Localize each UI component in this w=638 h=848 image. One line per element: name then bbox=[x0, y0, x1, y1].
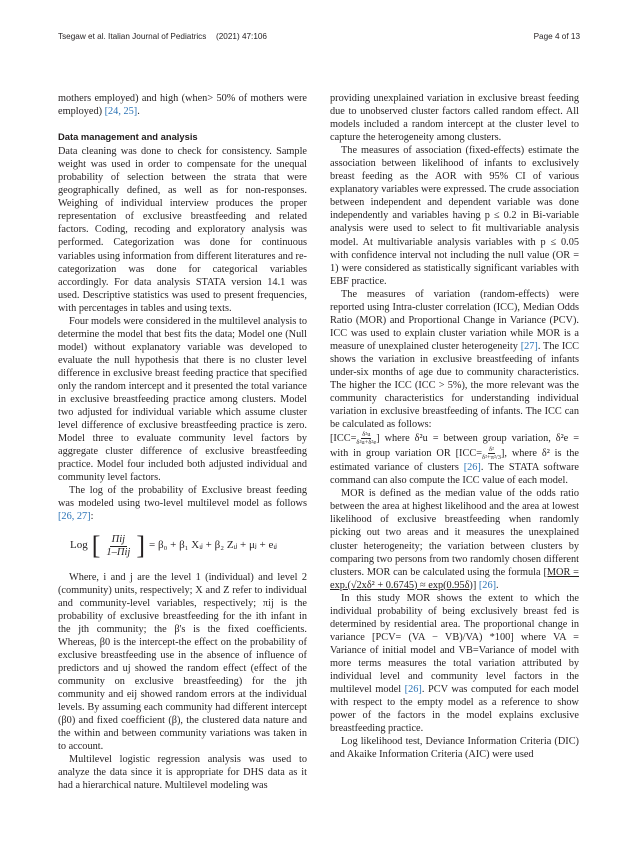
citation-link[interactable]: [26] bbox=[478, 579, 497, 591]
paragraph: MOR is defined as the median value of the odds ratio between the area at highest likelihood and the area at lowest likelihood of exclusive breastfeeding when randomly picking out two areas and it measures the unexplained cluster heterogeneity; the variation between clusters by comparing two persons from two randomly chosen different clusters. MOR can be calculated using the formula [MOR = exp.(√2xδ² + 0.6745) ≈ exp(0.95δ)] [26]. bbox=[330, 488, 579, 591]
paragraph: The log of the probability of Exclusive breast feeding was modeled using two-level multilevel model as follows [26, 27]: bbox=[58, 485, 307, 523]
icc-formula: [ICC= $\frac{\text{δ²u}}{\text{δ²u+δ²e}}$ ] where δ²u = between group variation, δ²e = with in group variation OR [ICC= $\frac{\text{δ²}}{\text{δ²+π²/3}}$ ], where δ² is the estimated variance of clusters [26]. The STATA software command can also compute the ICC value of each model. bbox=[330, 431, 580, 487]
citation-link[interactable]: [26] bbox=[404, 684, 422, 696]
page-number: Page 4 of 13 bbox=[533, 32, 580, 41]
bracket-close-icon: ] bbox=[136, 531, 145, 560]
citation-link[interactable]: [26, 27] bbox=[58, 511, 91, 523]
mor-formula: [MOR = exp.(√2xδ² + 0.6745) ≈ exp(0.95δ)] bbox=[330, 566, 579, 591]
paragraph: The measures of variation (random-effects) were reported using Intra-cluster correlation (ICC), Median Odds Ratio (MOR) and Proportional Change in Variance (PCV). ICC was used to explain cluster variation while MOR is a measure of unexplained cluster heterogeneity [27]. The ICC shows the variation in exclusive breastfeeding of infants under-six months of age due to community characteristics. The higher the ICC (ICC > 5%), the more relevant was the community characteristics for understanding individual variation in exclusive breastfeeding of infants. The ICC can be calculated as follows: bbox=[330, 288, 580, 431]
bracket-open-icon: [ bbox=[91, 531, 101, 560]
running-head-title: Tsegaw et al. Italian Journal of Pediatrics bbox=[58, 32, 207, 41]
multilevel-equation bbox=[70, 531, 307, 560]
equation-fraction: $\frac{\text{Πij}}{\text{1–Πij}}$ bbox=[106, 533, 131, 558]
paragraph: Data cleaning was done to check for consistency. Sample weight was used in order to compensate for the unequal probability of selection between the strata that were geographically defined, as well as for non-responses. Weighing of individual interview produces the proper representation of exclusive breastfeeding and related factors. Coding, recoding and exploratory analysis was performed. Categorization was done for continuous variables using information from different literatures and re-categorization was done for categorical variables accordingly. For data analysis STATA version 14.1 was used. Descriptive statistics was used to present frequencies, with percentages in tables and using texts. bbox=[58, 146, 307, 314]
citation-link[interactable]: [26] bbox=[463, 462, 481, 474]
right-column bbox=[330, 92, 579, 761]
paragraph: mothers employed) and high (when> 50% of mothers were employed) [24, 25]. bbox=[58, 93, 307, 118]
paragraph: Log likelihood test, Deviance Information Criteria (DIC) and Akaike Information Criteria (AIC) were used bbox=[330, 736, 579, 761]
section-heading: Data management and analysis bbox=[58, 131, 198, 143]
paragraph: In this study MOR shows the extent to which the individual probability of being exclusively breast fed is determined by residential area. The proportional change in variance [PCV= (VA − VB)/VA) *100] where VA = Variance of initial model and VB=Variance of model with more terms measures the total variation attributed by individual level and community level factors in the multilevel model [26]. PCV was computed for each model with respect to the empty model as a reference to show power of the factors in the model explains exclusive breastfeeding practice. bbox=[330, 592, 579, 735]
citation-link[interactable]: [27] bbox=[520, 340, 538, 352]
icc-fraction: $\frac{\text{δ²u}}{\text{δ²u+δ²e}}$ bbox=[356, 431, 377, 447]
equation-rhs: = β₀ + β₁ Xᵢⱼ + β₂ Zᵢⱼ + μⱼ + eᵢⱼ bbox=[149, 539, 278, 552]
citation-link[interactable]: [24, 25] bbox=[104, 106, 138, 118]
paragraph: providing unexplained variation in exclusive breast feeding due to unobserved cluster factors called random effect. All models included a random intercept at the cluster level to capture the heterogeneity among clusters. bbox=[330, 93, 579, 144]
equation-log: Log bbox=[70, 539, 88, 552]
left-column bbox=[58, 92, 307, 792]
paragraph: Where, i and j are the level 1 (individual) and level 2 (community) units, respectively; X and Z refer to individual and community-level variables, respectively; πij is the probability of exclusive breastfeeding for the ith infant in the jth community; the β's is the fixed coefficients. Whereas, β0 is the intercept-the effect on the probability of exclusive breastfeeding use in the absence of influence of predictors and uj showed the random effect (effect of the community on exclusive breastfeeding) for the jth community and eij showed random errors at the individual levels. By assuming each community had different intercept (β0) and fixed coefficient (β), the clustered data nature and the within and between community variations was taken in to account. bbox=[58, 571, 307, 753]
icc-fraction-alt: $\frac{\text{δ²}}{\text{δ²+π²/3}}$ bbox=[482, 446, 501, 462]
paragraph: The measures of association (fixed-effects) estimate the association between likelihood of infants to exclusively breast feeding as the AOR with 95% CI of various explanatory variables were expressed. The crude association between independent and dependent variable was done independently and variables having p ≤ 0.2 in Bi-variable analysis were used to select to fit multivariable analysis model. At multivariable analysis variables with p ≤ 0.05 with confidence interval not including the null value (OR = 1) were considered as statistically significant variables with EBF practice. bbox=[330, 145, 579, 287]
paragraph: Multilevel logistic regression analysis was used to analyze the data since it is appropriate for DHS data as it had a hierarchical nature. Multilevel modeling was bbox=[58, 754, 307, 792]
citation-year: (2021) 47:106 bbox=[216, 32, 267, 41]
paragraph: Four models were considered in the multilevel analysis to determine the model that best fits the data; Model one (Null model) without explanatory variable was developed to evaluate the null hypothesis that there is no cluster level difference in exclusive breast feeding practice that specified only the random intercept and it presented the total variance in exclusive breastfeeding practice among clusters. Model two adjusted for individual variable which assume cluster level difference of exclusive breastfeeding practice is zero. Model three to evaluate community level factors by aggregate cluster difference of exclusive breastfeeding practice. Model four included both adjusted individual and community level factors. bbox=[58, 315, 307, 484]
